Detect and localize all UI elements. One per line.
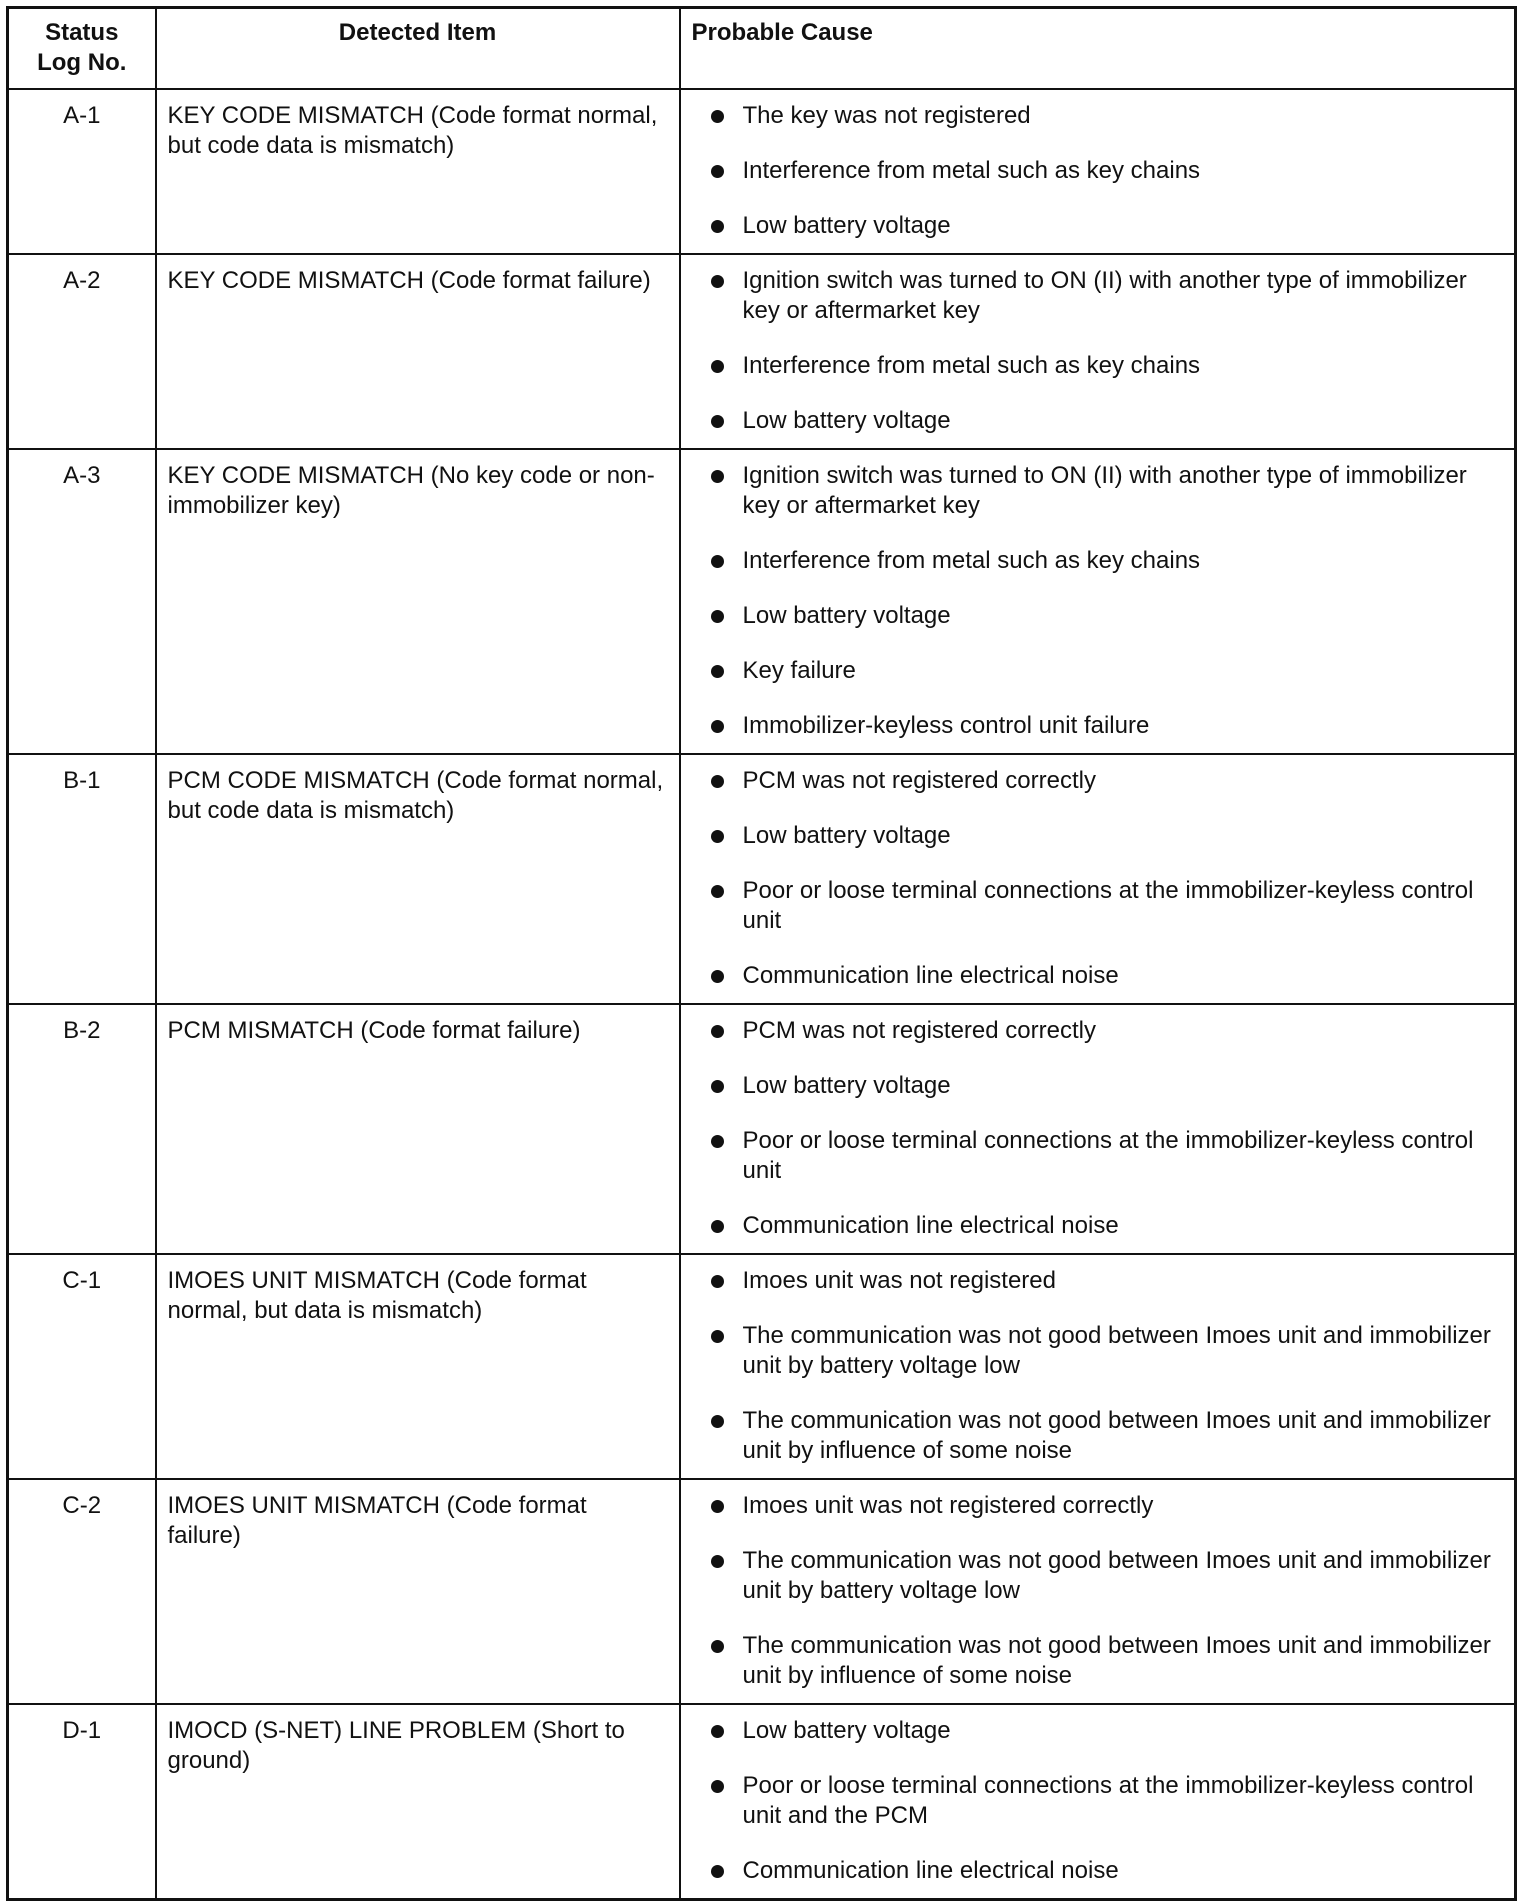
status-log-no: B-2 <box>8 1004 156 1254</box>
cause-text: Low battery voltage <box>742 1717 951 1744</box>
cause-text: Ignition switch was turned to ON (II) with another type of immobilizer key or aftermarket key <box>742 267 1467 324</box>
cause-list <box>681 266 1515 436</box>
cause-item <box>681 656 1515 686</box>
cause-item <box>681 1266 1515 1296</box>
cause-list <box>681 766 1515 991</box>
cause-text: Interference from metal such as key chains <box>742 547 1201 574</box>
cause-text: Low battery voltage <box>742 212 951 239</box>
probable-cause-cell <box>680 1254 1516 1479</box>
bullet-icon <box>711 275 724 288</box>
cause-item <box>681 1126 1515 1186</box>
bullet-icon <box>711 885 724 898</box>
cause-text: The key was not registered <box>742 102 1031 129</box>
table-row <box>8 754 1516 1004</box>
cause-item <box>681 266 1515 326</box>
bullet-icon <box>711 1865 724 1878</box>
bullet-icon <box>711 775 724 788</box>
cause-text: PCM was not registered correctly <box>742 767 1096 794</box>
status-log-no: A-2 <box>8 254 156 449</box>
cause-item <box>681 351 1515 381</box>
table-row <box>8 1004 1516 1254</box>
bullet-icon <box>711 1080 724 1093</box>
bullet-icon <box>711 415 724 428</box>
cause-list <box>681 1266 1515 1466</box>
cause-text: The communication was not good between Imoes unit and immobilizer unit by influence of some noise <box>742 1632 1491 1689</box>
probable-cause-cell <box>680 754 1516 1004</box>
bullet-icon <box>711 830 724 843</box>
cause-item <box>681 1071 1515 1101</box>
status-log-no: C-1 <box>8 1254 156 1479</box>
bullet-icon <box>711 555 724 568</box>
header-probable-cause: Probable Cause <box>680 8 1516 90</box>
status-log-no: D-1 <box>8 1704 156 1900</box>
cause-text: Communication line electrical noise <box>742 962 1119 989</box>
header-status-log-no <box>8 8 156 90</box>
cause-text: PCM was not registered correctly <box>742 1017 1096 1044</box>
cause-text: The communication was not good between Imoes unit and immobilizer unit by battery voltage low <box>742 1322 1491 1379</box>
table-row <box>8 1254 1516 1479</box>
cause-item <box>681 1321 1515 1381</box>
probable-cause-cell <box>680 1004 1516 1254</box>
probable-cause-cell <box>680 449 1516 754</box>
detected-item: KEY CODE MISMATCH (Code format normal, but code data is mismatch) <box>156 89 680 254</box>
cause-item <box>681 601 1515 631</box>
bullet-icon <box>711 360 724 373</box>
detected-item: IMOES UNIT MISMATCH (Code format failure) <box>156 1479 680 1704</box>
table-row <box>8 89 1516 254</box>
probable-cause-cell <box>680 1479 1516 1704</box>
cause-text: Immobilizer-keyless control unit failure <box>742 712 1150 739</box>
cause-item <box>681 711 1515 741</box>
bullet-icon <box>711 1555 724 1568</box>
table-row <box>8 1704 1516 1900</box>
detected-item: KEY CODE MISMATCH (Code format failure) <box>156 254 680 449</box>
bullet-icon <box>711 220 724 233</box>
header-status-line1: Status <box>45 19 119 46</box>
cause-text: Communication line electrical noise <box>742 1212 1119 1239</box>
cause-text: Interference from metal such as key chains <box>742 157 1201 184</box>
probable-cause-cell <box>680 1704 1516 1900</box>
cause-text: Ignition switch was turned to ON (II) with another type of immobilizer key or aftermarket key <box>742 462 1467 519</box>
bullet-icon <box>711 110 724 123</box>
cause-item <box>681 101 1515 131</box>
cause-item <box>681 1716 1515 1746</box>
table-row <box>8 1479 1516 1704</box>
bullet-icon <box>711 1500 724 1513</box>
table-header-row <box>8 8 1516 90</box>
table-body <box>8 89 1516 1900</box>
cause-text: Poor or loose terminal connections at the immobilizer-keyless control unit <box>742 1127 1474 1184</box>
cause-item <box>681 1211 1515 1241</box>
cause-text: Low battery voltage <box>742 602 951 629</box>
cause-item <box>681 766 1515 796</box>
cause-text: Communication line electrical noise <box>742 1857 1119 1884</box>
bullet-icon <box>711 665 724 678</box>
cause-item <box>681 961 1515 991</box>
cause-text: The communication was not good between Imoes unit and immobilizer unit by battery voltage low <box>742 1547 1491 1604</box>
cause-text: Low battery voltage <box>742 822 951 849</box>
bullet-icon <box>711 1640 724 1653</box>
bullet-icon <box>711 610 724 623</box>
detected-item: PCM MISMATCH (Code format failure) <box>156 1004 680 1254</box>
cause-text: Imoes unit was not registered correctly <box>742 1492 1154 1519</box>
bullet-icon <box>711 1415 724 1428</box>
cause-item <box>681 156 1515 186</box>
detected-item: IMOCD (S-NET) LINE PROBLEM (Short to ground) <box>156 1704 680 1900</box>
cause-list <box>681 1016 1515 1241</box>
bullet-icon <box>711 970 724 983</box>
cause-list <box>681 101 1515 241</box>
cause-item <box>681 1406 1515 1466</box>
table-row <box>8 449 1516 754</box>
cause-text: Low battery voltage <box>742 1072 951 1099</box>
cause-item <box>681 1856 1515 1886</box>
table-row <box>8 254 1516 449</box>
detected-item: PCM CODE MISMATCH (Code format normal, but code data is mismatch) <box>156 754 680 1004</box>
status-log-no: A-3 <box>8 449 156 754</box>
cause-item <box>681 1631 1515 1691</box>
cause-item <box>681 1771 1515 1831</box>
status-log-table <box>6 6 1517 1901</box>
cause-item <box>681 546 1515 576</box>
cause-text: Poor or loose terminal connections at the immobilizer-keyless control unit and the PCM <box>742 1772 1474 1829</box>
status-log-no: C-2 <box>8 1479 156 1704</box>
status-log-no: A-1 <box>8 89 156 254</box>
cause-item <box>681 211 1515 241</box>
bullet-icon <box>711 1780 724 1793</box>
cause-list <box>681 1491 1515 1691</box>
header-status-line2: Log No. <box>37 49 127 76</box>
cause-text: Interference from metal such as key chains <box>742 352 1201 379</box>
bullet-icon <box>711 1275 724 1288</box>
cause-item <box>681 876 1515 936</box>
cause-text: Low battery voltage <box>742 407 951 434</box>
status-log-no: B-1 <box>8 754 156 1004</box>
cause-text: Key failure <box>742 657 856 684</box>
cause-list <box>681 1716 1515 1886</box>
bullet-icon <box>711 1025 724 1038</box>
cause-text: Imoes unit was not registered <box>742 1267 1056 1294</box>
detected-item: KEY CODE MISMATCH (No key code or non-immobilizer key) <box>156 449 680 754</box>
bullet-icon <box>711 1725 724 1738</box>
cause-item <box>681 1546 1515 1606</box>
cause-text: Poor or loose terminal connections at the immobilizer-keyless control unit <box>742 877 1474 934</box>
probable-cause-cell <box>680 89 1516 254</box>
cause-item <box>681 821 1515 851</box>
cause-item <box>681 1016 1515 1046</box>
bullet-icon <box>711 720 724 733</box>
cause-item <box>681 461 1515 521</box>
bullet-icon <box>711 1330 724 1343</box>
probable-cause-cell <box>680 254 1516 449</box>
cause-item <box>681 1491 1515 1521</box>
cause-text: The communication was not good between Imoes unit and immobilizer unit by influence of some noise <box>742 1407 1491 1464</box>
bullet-icon <box>711 165 724 178</box>
bullet-icon <box>711 1135 724 1148</box>
header-detected-item: Detected Item <box>156 8 680 90</box>
cause-list <box>681 461 1515 741</box>
detected-item: IMOES UNIT MISMATCH (Code format normal, but data is mismatch) <box>156 1254 680 1479</box>
cause-item <box>681 406 1515 436</box>
bullet-icon <box>711 1220 724 1233</box>
bullet-icon <box>711 470 724 483</box>
